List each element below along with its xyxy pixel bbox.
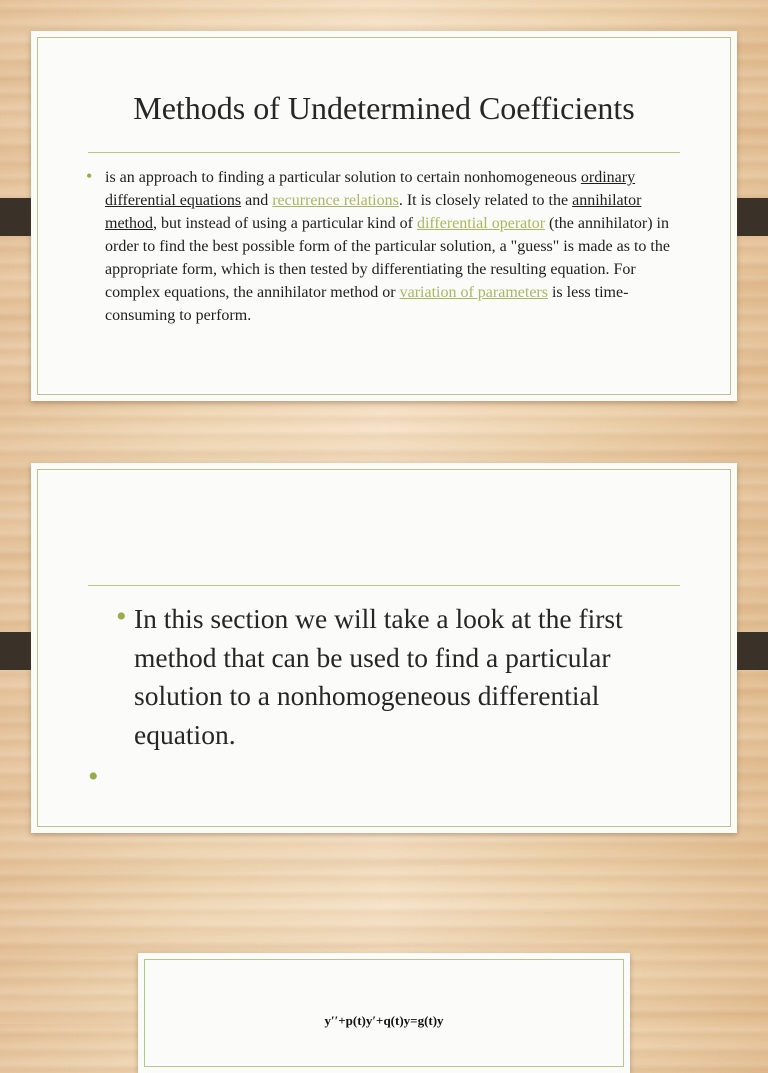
slide-2 bbox=[31, 463, 737, 833]
bullet-text-1: In this section we will take a look at the first method that can be used to find a particular solution to a nonhomogeneous differential equation. bbox=[134, 603, 623, 750]
equation: y′′+p(t)y′+q(t)y=g(t)y bbox=[324, 1013, 444, 1028]
link-differential-operator[interactable]: differential operator bbox=[416, 215, 546, 232]
slide-title: Methods of Undetermined Coefficients bbox=[133, 90, 635, 126]
bullet-text-6: is less time-consuming to perform. bbox=[105, 284, 629, 324]
bullet-text-3: . It is closely related to the bbox=[398, 192, 573, 209]
slide-1-frame bbox=[37, 37, 731, 395]
link-variation-of-parameters[interactable]: variation of parameters bbox=[399, 284, 548, 301]
bullet-text-1: is an approach to finding a particular solution to certain nonhomogeneous bbox=[105, 169, 581, 186]
link-ordinary-differential-equations[interactable]: ordinary differential equations bbox=[105, 169, 636, 209]
title-divider bbox=[88, 585, 680, 586]
bullet-marker: • bbox=[86, 166, 93, 186]
slide-1 bbox=[31, 31, 737, 401]
slide-2-frame bbox=[37, 469, 731, 827]
bullet-text-2: and bbox=[241, 192, 273, 209]
slide-3 bbox=[138, 953, 630, 1073]
title-divider bbox=[88, 152, 680, 153]
bullet-text-5: (the annihilator) in order to find the best possible form of the particular solution, a "guess" is made as to the appropriate form, which is then tested by differentiating the resulting equation. For complex equations, the annihilator method or bbox=[105, 215, 670, 301]
bullet-marker-empty: • bbox=[88, 760, 99, 793]
bullet-text-4: , but instead of using a particular kind of bbox=[153, 215, 417, 232]
link-recurrence-relations[interactable]: recurrence relations bbox=[272, 192, 399, 209]
bullet-marker: • bbox=[116, 600, 127, 633]
link-annihilator-method[interactable]: annihilator method bbox=[105, 192, 642, 232]
slide-3-frame bbox=[144, 959, 624, 1067]
bullet-paragraph bbox=[105, 166, 685, 327]
